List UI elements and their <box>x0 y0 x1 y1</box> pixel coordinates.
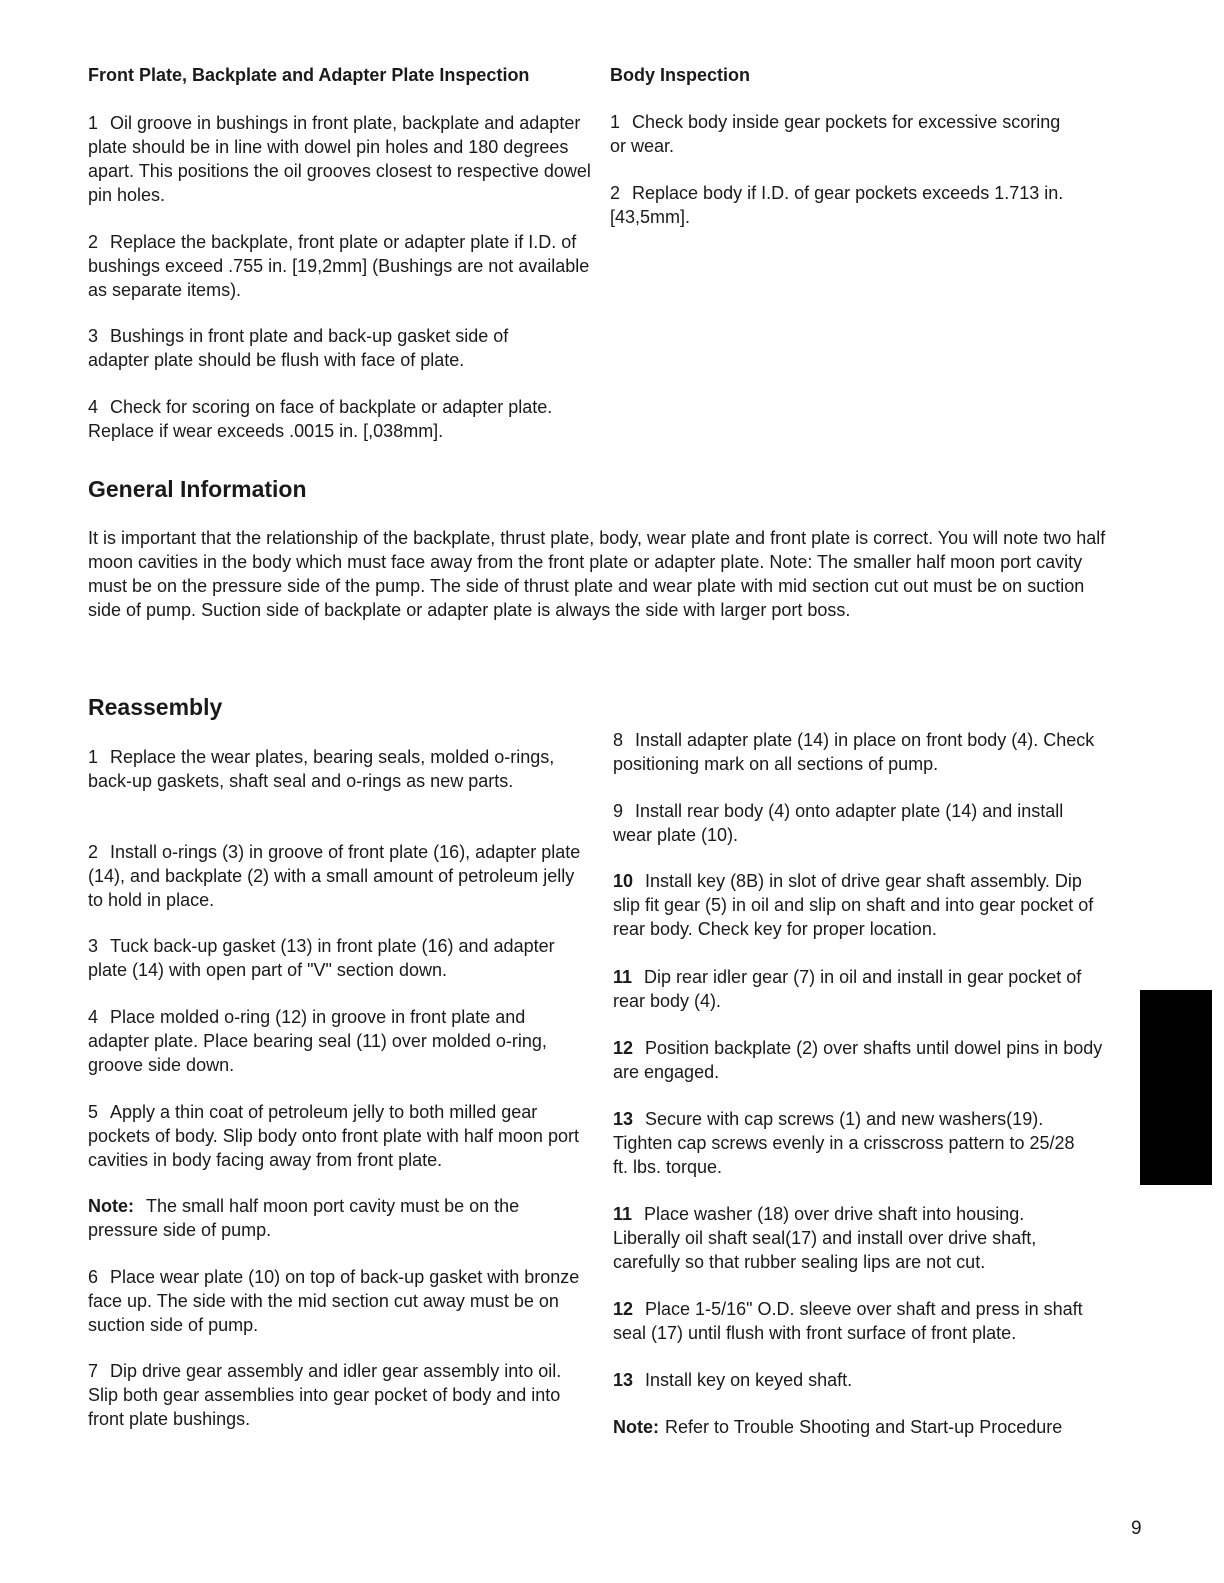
reassembly-step: 2 Install o-rings (3) in groove of front plate (16), adapter plate (14), and backplate (2) with a small amount of petroleum jelly to hold in place. <box>88 842 581 910</box>
reassembly-step: 1 Replace the wear plates, bearing seals, molded o-rings, back-up gaskets, shaft seal and o-rings as new parts. <box>88 747 555 791</box>
page-number: 9 <box>1131 1518 1142 1539</box>
general-information-text: It is important that the relationship of the backplate, thrust plate, body, wear plate and front plate is correct. You will note two half moon cavities in the body which must face away from the front plate or adapter plate. Note: The smaller half moon port cavity must be on the pressure side of the pump. The side of thrust plate and wear plate with mid section cut out must be on suction side of pump. Suction side of backplate or adapter plate is always the side with larger port boss. <box>88 528 1106 620</box>
reassembly-step: 7 Dip drive gear assembly and idler gear assembly into oil. Slip both gear assemblies into gear pocket of body and into front plate bushings. <box>88 1361 562 1429</box>
reassembly-step: 10 Install key (8B) in slot of drive gear shaft assembly. Dip slip fit gear (5) in oil and slip on shaft and into gear pocket of rear body. Check key for proper location. <box>613 871 1094 939</box>
reassembly-step: 11 Place washer (18) over drive shaft into housing. Liberally oil shaft seal(17) and install over drive shaft, carefully so that rubber sealing lips are not cut. <box>613 1204 1037 1272</box>
reassembly-step: 13 Install key on keyed shaft. <box>613 1370 853 1390</box>
front-plate-item: 1 Oil groove in bushings in front plate, backplate and adapter plate should be in line with dowel pin holes and 180 degrees apart. This positions the oil grooves closest to respective dowel pin holes. <box>88 113 591 205</box>
reassembly-step: 6 Place wear plate (10) on top of back-up gasket with bronze face up. The side with the mid section cut away must be on suction side of pump. <box>88 1267 580 1335</box>
reassembly-step: 9 Install rear body (4) onto adapter plate (14) and install wear plate (10). <box>613 801 1064 845</box>
front-plate-item: 4 Check for scoring on face of backplate or adapter plate. Replace if wear exceeds .0015 in. [,038mm]. <box>88 397 553 441</box>
reassembly-step: 5 Apply a thin coat of petroleum jelly to both milled gear pockets of body. Slip body onto front plate with half moon port cavities in body facing away from front plate. <box>88 1102 579 1170</box>
reassembly-step: 3 Tuck back-up gasket (13) in front plate (16) and adapter plate (14) with open part of "V" section down. <box>88 936 555 980</box>
front-plate-item: 2 Replace the backplate, front plate or adapter plate if I.D. of bushings exceed .755 in. [19,2mm] (Bushings are not available as separate items). <box>88 232 590 300</box>
reassembly-step: 12 Place 1-5/16" O.D. sleeve over shaft and press in shaft seal (17) until flush with front surface of front plate. <box>613 1299 1083 1343</box>
reassembly-heading: Reassembly <box>88 694 223 720</box>
front-plate-item: 3 Bushings in front plate and back-up gasket side of adapter plate should be flush with face of plate. <box>88 326 509 370</box>
reassembly-step: 13 Secure with cap screws (1) and new washers(19). Tighten cap screws evenly in a crisscross pattern to 25/28 ft. lbs. torque. <box>613 1109 1075 1177</box>
body-inspection-item: 1 Check body inside gear pockets for excessive scoring or wear. <box>610 112 1061 156</box>
reassembly-step: 4 Place molded o-ring (12) in groove in front plate and adapter plate. Place bearing seal (11) over molded o-ring, groove side down. <box>88 1007 547 1075</box>
reassembly-note: Note: Refer to Trouble Shooting and Start-up Procedure <box>613 1417 1063 1437</box>
reassembly-note: Note: The small half moon port cavity must be on the pressure side of pump. <box>88 1196 520 1240</box>
section-tab-marker <box>1140 990 1212 1185</box>
reassembly-step: 8 Install adapter plate (14) in place on front body (4). Check positioning mark on all sections of pump. <box>613 730 1095 774</box>
general-information-heading: General Information <box>88 476 307 502</box>
reassembly-step: 11 Dip rear idler gear (7) in oil and install in gear pocket of rear body (4). <box>613 967 1082 1011</box>
body-inspection-item: 2 Replace body if I.D. of gear pockets exceeds 1.713 in. [43,5mm]. <box>610 183 1064 227</box>
reassembly-step: 12 Position backplate (2) over shafts until dowel pins in body are engaged. <box>613 1038 1103 1082</box>
body-inspection-heading: Body Inspection <box>610 65 751 85</box>
front-plate-heading: Front Plate, Backplate and Adapter Plate Inspection <box>88 65 530 85</box>
